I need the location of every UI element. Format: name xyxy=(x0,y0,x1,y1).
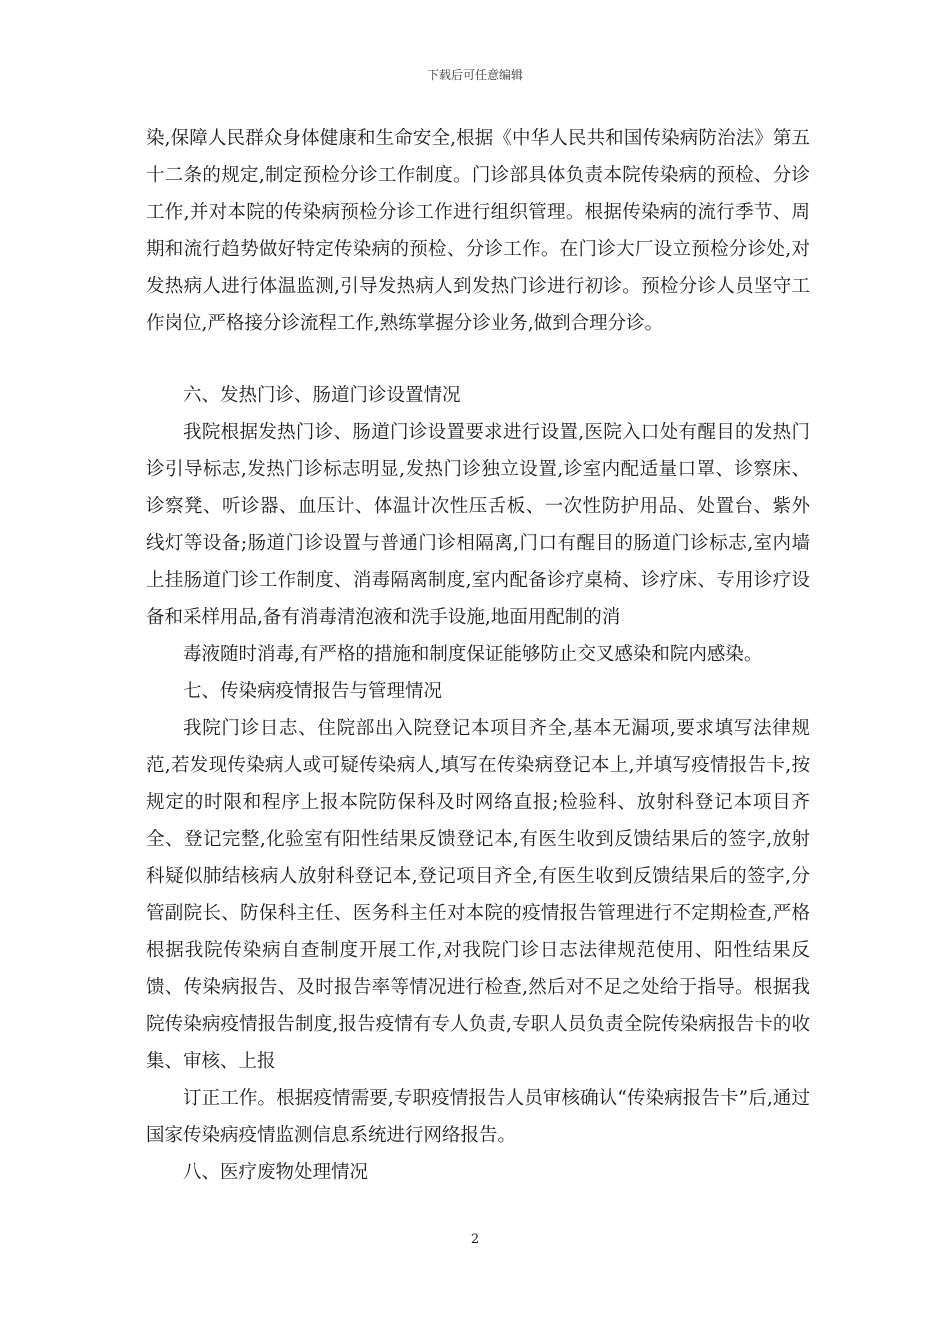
paragraph-network-report: 订正工作。根据疫情需要,专职疫情报告人员审核确认“传染病报告卡”后,通过国家传染病疫情监测信息系统进行网络报告。 xyxy=(146,1088,810,1146)
paragraph-epidemic-report: 我院门诊日志、住院部出入院登记本项目齐全,基本无漏项,要求填写法律规范,若发现传染病人或可疑传染病人,填写在传染病登记本上,并填写疫情报告卡,按规定的时限和程序上报本院防保科及时网络直报;检验科、放射科登记本项目齐全、登记完整,化验室有阳性结果反馈登记本,有医生收到反馈结果后的签字,放射科疑似肺结核病人放射科登记本,登记项目齐全,有医生收到反馈结果后的签字,分管副院长、防保科主任、医务科主任对本院的疫情报告管理进行不定期检查,严格根据我院传染病自查制度开展工作,对我院门诊日志法律规范使用、阳性结果反馈、传染病报告、及时报告率等情况进行检查,然后对不足之处给于指导。根据我院传染病疫情报告制度,报告疫情有专人负责,专职人员负责全院传染病报告卡的收集、审核、上报 xyxy=(146,718,810,1072)
page-number: 2 xyxy=(470,1232,480,1247)
section-heading-8: 八、医疗废物处理情况 xyxy=(183,1162,369,1183)
paragraph-gap xyxy=(146,342,810,377)
paragraph-continuation: 染,保障人民群众身体健康和生命安全,根据《中华人民共和国传染病防治法》第五十二条的规定,制定预检分诊工作制度。门诊部具体负责本院传染病的预检、分诊工作,并对本院的传染病预检分诊工作进行组织管理。根据传染病的流行季节、周期和流行趋势做好特定传染病的预检、分诊工作。在门诊大厂设立预检分诊处,对发热病人进行体温监测,引导发热病人到发热门诊进行初诊。预检分诊人员坚守工作岗位,严格接分诊流程工作,熟练掌握分诊业务,做到合理分诊。 xyxy=(146,128,810,334)
section-heading-7: 七、传染病疫情报告与管理情况 xyxy=(183,681,443,702)
paragraph-disinfection: 毒液随时消毒,有严格的措施和制度保证能够防止交叉感染和院内感染。 xyxy=(183,644,763,665)
section-heading-6: 六、发热门诊、肠道门诊设置情况 xyxy=(183,385,461,406)
page-header: 下载后可任意编辑 xyxy=(426,68,523,82)
document-body xyxy=(146,120,810,1191)
paragraph-fever-clinic: 我院根据发热门诊、肠道门诊设置要求进行设置,医院入口处有醒目的发热门诊引导标志,发热门诊标志明显,发热门诊独立设置,诊室内配适量口罩、诊察床、诊察凳、听诊器、血压计、体温计次性压舌板、一次性防护用品、处置台、紫外线灯等设备;肠道门诊设置与普通门诊相隔离,门口有醒目的肠道门诊标志,室内墙上挂肠道门诊工作制度、消毒隔离制度,室内配备诊疗桌椅、诊疗床、专用诊疗设备和采样用品,备有消毒清泡液和洗手设施,地面用配制的消 xyxy=(146,422,810,628)
